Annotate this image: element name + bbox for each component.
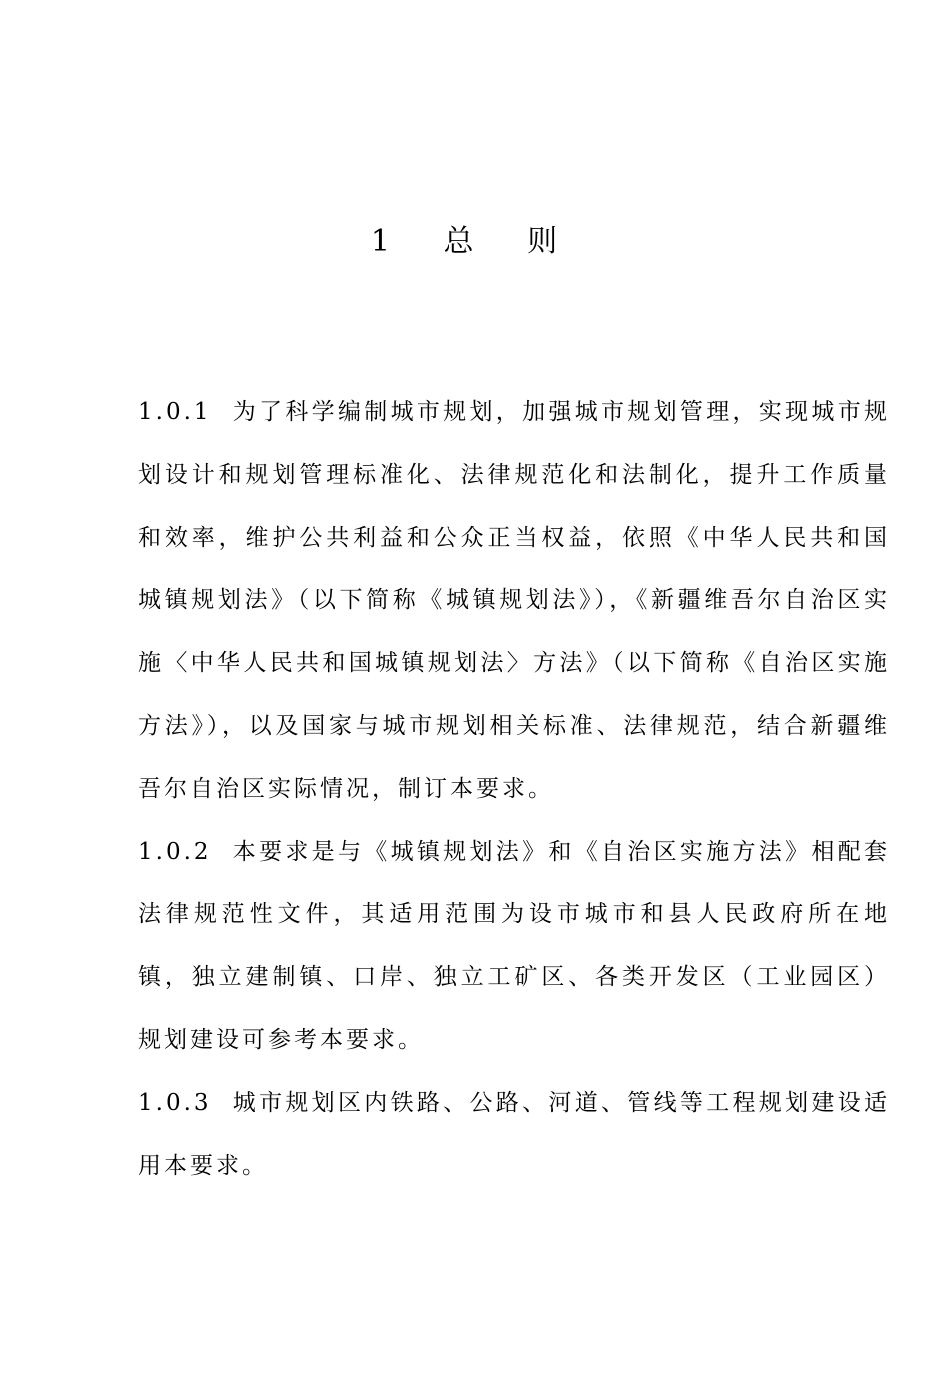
section-text: 本要求是与《城镇规划法》和《自治区实施方法》相配套法律规范性文件，其适用范围为设市城市和县人民政府所在地镇，独立建制镇、口岸、独立工矿区、各类开发区（工业园区）规划建设可参考本要求。 <box>138 838 891 1053</box>
section-paragraph <box>138 381 890 821</box>
section-number: 1.0.1 <box>138 399 212 425</box>
chapter-title: 1 总 则 <box>370 224 580 259</box>
section-number: 1.0.2 <box>138 838 212 865</box>
section-paragraph <box>138 821 890 1072</box>
section-text: 为了科学编制城市规划，加强城市规划管理，实现城市规划设计和规划管理标准化、法律规范化和法制化，提升工作质量和效率，维护公共利益和公众正当权益，依照《中华人民共和国城镇规划法》（以下简称《城镇规划法》），《新疆维吾尔自治区实施〈中华人民共和国城镇规划法〉方法》（以下简称《自治区实施方法》），以及国家与城市规划相关标准、法律规范，结合新疆维吾尔自治区实际情况，制订本要求。 <box>138 399 891 802</box>
chapter-body <box>138 381 890 1197</box>
section-paragraph <box>138 1072 890 1198</box>
section-text: 城市规划区内铁路、公路、河道、管线等工程规划建设适用本要求。 <box>138 1089 891 1179</box>
section-number: 1.0.3 <box>138 1089 212 1116</box>
